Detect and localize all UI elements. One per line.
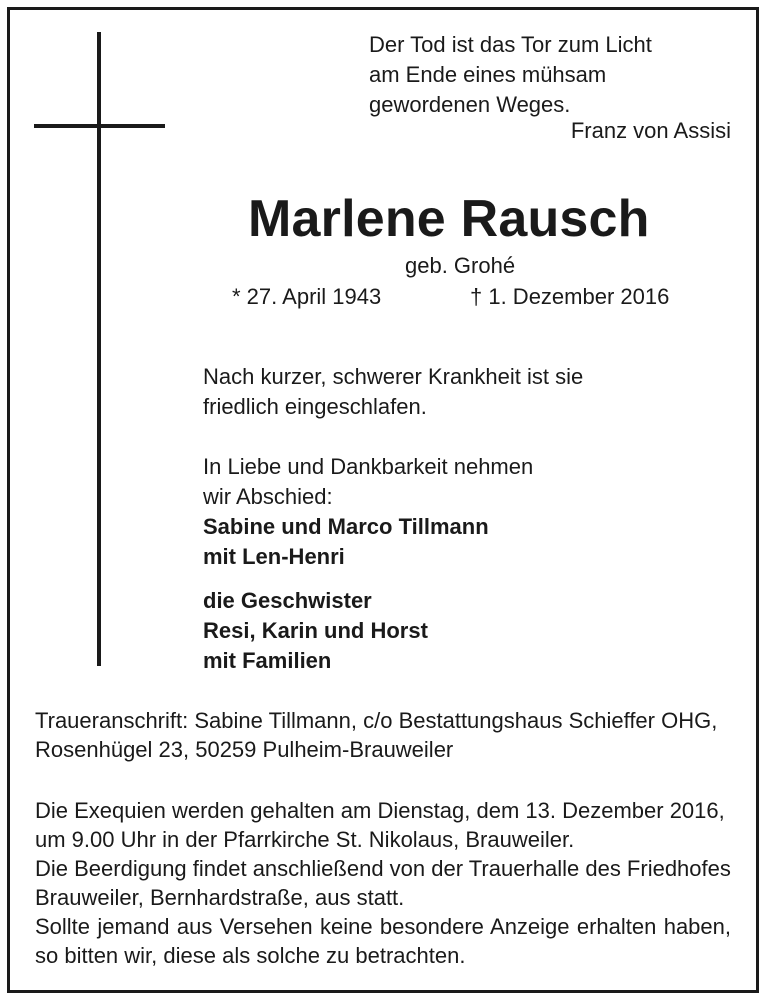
death-date: † 1. Dezember 2016	[470, 284, 670, 309]
service-line: Die Exequien werden gehalten am Dienstag, dem 13. Dezember 2016,	[35, 798, 725, 823]
message-line: Nach kurzer, schwerer Krankheit ist sie	[203, 364, 584, 389]
mourning-address	[35, 706, 717, 764]
service-info	[35, 796, 731, 970]
quote-line: Der Tod ist das Tor zum Licht	[369, 32, 652, 57]
birth-date: * 27. April 1943	[232, 284, 382, 309]
address-line: Rosenhügel 23, 50259 Pulheim-Brauweiler	[35, 737, 454, 762]
cross-horizontal-bar	[34, 124, 165, 128]
deceased-name: Marlene Rausch	[248, 190, 650, 248]
service-line: Brauweiler, Bernhardstraße, aus statt.	[35, 885, 405, 910]
siblings	[203, 586, 428, 676]
farewell-intro-line: In Liebe und Dankbarkeit nehmen	[203, 454, 534, 479]
farewell-intro-line: wir Abschied:	[203, 484, 333, 509]
service-line: Die Beerdigung findet anschließend von der Trauerhalle des Friedhofes	[35, 856, 731, 881]
maiden-name: geb. Grohé	[405, 253, 516, 278]
siblings-line: die Geschwister	[203, 588, 372, 613]
service-line: Sollte jemand aus Versehen keine besondere Anzeige erhalten haben,	[35, 914, 731, 939]
quote-author: Franz von Assisi	[570, 118, 731, 143]
address-line: Traueranschrift: Sabine Tillmann, c/o Bestattungshaus Schieffer OHG,	[35, 708, 718, 733]
family-line: Sabine und Marco Tillmann	[203, 514, 489, 539]
message	[203, 362, 583, 422]
quote-line: am Ende eines mühsam	[369, 62, 607, 87]
service-line: so bitten wir, diese als solche zu betrachten.	[35, 943, 466, 968]
siblings-line: Resi, Karin und Horst	[203, 618, 428, 643]
farewell-intro	[203, 452, 533, 572]
quote	[369, 30, 652, 120]
family-line: mit Len-Henri	[203, 544, 345, 569]
siblings-line: mit Familien	[203, 648, 332, 673]
message-line: friedlich eingeschlafen.	[203, 394, 427, 419]
service-line: um 9.00 Uhr in der Pfarrkirche St. Nikolaus, Brauweiler.	[35, 827, 575, 852]
quote-line: gewordenen Weges.	[369, 92, 571, 117]
